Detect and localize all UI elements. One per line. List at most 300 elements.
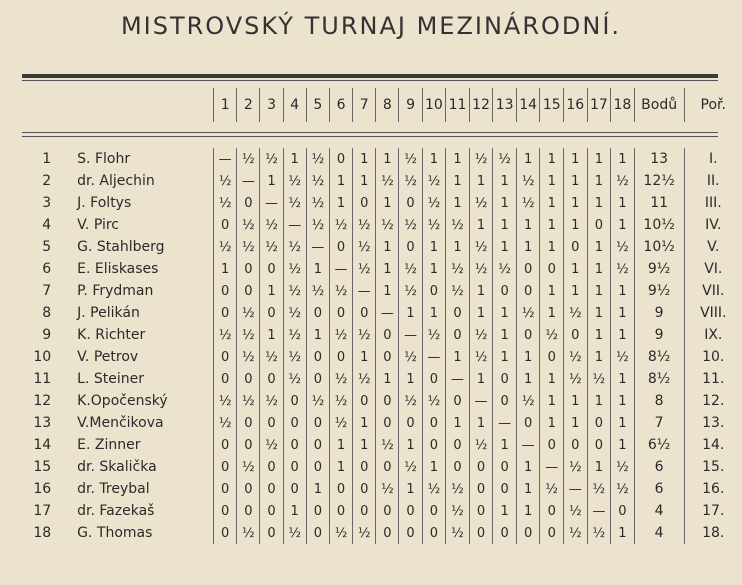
result-cell: 0 xyxy=(237,434,260,456)
result-cell: 1 xyxy=(260,324,283,346)
rank-cell: 5 xyxy=(42,239,52,255)
place-cell: 16. xyxy=(702,481,725,497)
result-cell: 0 xyxy=(493,478,517,500)
result-cell: ½ xyxy=(469,236,493,258)
result-cell: — xyxy=(516,434,540,456)
result-cell: 0 xyxy=(422,412,446,434)
result-cell: ½ xyxy=(516,302,540,324)
result-cell: ½ xyxy=(353,236,376,258)
result-cell: 0 xyxy=(516,522,540,544)
col-header: 15 xyxy=(540,88,564,122)
result-cell: 0 xyxy=(353,456,376,478)
result-cell: 1 xyxy=(587,280,611,302)
result-cell: ½ xyxy=(260,346,283,368)
result-cell: — xyxy=(306,236,329,258)
player-name: J. Pelikán xyxy=(77,305,140,321)
result-cell: 0 xyxy=(564,434,588,456)
result-cell: ½ xyxy=(587,522,611,544)
result-cell: 0 xyxy=(399,500,422,522)
place-cell: IX. xyxy=(704,327,723,343)
result-cell: 1 xyxy=(587,346,611,368)
result-cell: 1 xyxy=(376,280,399,302)
result-cell: — xyxy=(283,214,306,236)
rank-cell: 10 xyxy=(33,349,52,365)
player-name: P. Frydman xyxy=(77,283,154,299)
table-row xyxy=(24,390,742,412)
result-cell: — xyxy=(469,390,493,412)
result-cell: ½ xyxy=(353,214,376,236)
result-cell: ½ xyxy=(516,192,540,214)
col-header: 4 xyxy=(283,88,306,122)
place-cell: 15. xyxy=(702,459,725,475)
result-cell: 0 xyxy=(260,368,283,390)
result-cell: ½ xyxy=(306,148,329,170)
table-row xyxy=(24,500,742,522)
result-cell: 1 xyxy=(540,368,564,390)
result-cell: 1 xyxy=(376,258,399,280)
result-cell: — xyxy=(540,456,564,478)
result-cell: 0 xyxy=(237,412,260,434)
result-cell: ½ xyxy=(353,324,376,346)
player-name: V. Petrov xyxy=(77,349,139,365)
result-cell: ½ xyxy=(329,280,352,302)
result-cell: — xyxy=(237,170,260,192)
crosstable-body xyxy=(24,122,742,544)
result-cell: ½ xyxy=(329,368,352,390)
player-name: V. Pirc xyxy=(77,217,119,233)
result-cell: 1 xyxy=(516,236,540,258)
result-cell: ½ xyxy=(306,280,329,302)
col-header: 10 xyxy=(422,88,446,122)
table-row xyxy=(24,280,742,302)
result-cell: 0 xyxy=(422,434,446,456)
result-cell: ½ xyxy=(469,148,493,170)
result-cell: ½ xyxy=(564,522,588,544)
result-cell: — xyxy=(329,258,352,280)
result-cell: 1 xyxy=(587,236,611,258)
result-cell: 1 xyxy=(422,258,446,280)
result-cell: 1 xyxy=(399,302,422,324)
place-cell: IV. xyxy=(705,217,722,233)
result-cell: — xyxy=(422,346,446,368)
result-cell: 1 xyxy=(446,148,470,170)
result-cell: 0 xyxy=(237,192,260,214)
result-cell: 0 xyxy=(329,148,352,170)
result-cell: — xyxy=(214,148,237,170)
result-cell: 0 xyxy=(237,500,260,522)
result-cell: 1 xyxy=(516,368,540,390)
result-cell: ½ xyxy=(260,236,283,258)
result-cell: 1 xyxy=(540,236,564,258)
rank-cell: 1 xyxy=(42,151,52,167)
result-cell: ½ xyxy=(564,368,588,390)
result-cell: ½ xyxy=(237,148,260,170)
points-cell: 10½ xyxy=(634,214,684,236)
result-cell: 1 xyxy=(611,368,635,390)
result-cell: ½ xyxy=(353,368,376,390)
result-cell: ½ xyxy=(516,170,540,192)
table-row xyxy=(24,214,742,236)
rank-cell: 9 xyxy=(42,327,52,343)
header-row xyxy=(24,88,742,122)
points-cell: 9½ xyxy=(634,280,684,302)
table-row xyxy=(24,478,742,500)
result-cell: ½ xyxy=(611,456,635,478)
table-row xyxy=(24,148,742,170)
result-cell: 1 xyxy=(516,478,540,500)
result-cell: ½ xyxy=(306,390,329,412)
table-row xyxy=(24,522,742,544)
result-cell: — xyxy=(493,412,517,434)
result-cell: ½ xyxy=(446,522,470,544)
result-cell: ½ xyxy=(237,522,260,544)
player-name: dr. Fazekaš xyxy=(77,503,155,519)
result-cell: 1 xyxy=(422,302,446,324)
spacer-row xyxy=(24,122,742,148)
result-cell: 0 xyxy=(214,478,237,500)
result-cell: 0 xyxy=(214,368,237,390)
result-cell: 0 xyxy=(237,368,260,390)
result-cell: 1 xyxy=(516,346,540,368)
place-cell: VI. xyxy=(704,261,723,277)
result-cell: ½ xyxy=(214,412,237,434)
result-cell: — xyxy=(587,500,611,522)
result-cell: 1 xyxy=(540,170,564,192)
result-cell: 1 xyxy=(376,368,399,390)
result-cell: 0 xyxy=(422,500,446,522)
table-row xyxy=(24,368,742,390)
result-cell: ½ xyxy=(564,500,588,522)
result-cell: 0 xyxy=(260,412,283,434)
result-cell: ½ xyxy=(237,346,260,368)
result-cell: 0 xyxy=(214,214,237,236)
rank-cell: 4 xyxy=(42,217,52,233)
result-cell: 0 xyxy=(376,346,399,368)
rank-cell: 7 xyxy=(42,283,52,299)
result-cell: 1 xyxy=(422,236,446,258)
result-cell: ½ xyxy=(493,258,517,280)
result-cell: — xyxy=(260,192,283,214)
result-cell: 0 xyxy=(283,412,306,434)
result-cell: 0 xyxy=(329,346,352,368)
table-row xyxy=(24,258,742,280)
result-cell: ½ xyxy=(422,324,446,346)
result-cell: ½ xyxy=(493,148,517,170)
rank-cell: 2 xyxy=(42,173,52,189)
result-cell: ½ xyxy=(399,258,422,280)
result-cell: ½ xyxy=(283,302,306,324)
result-cell: 0 xyxy=(611,500,635,522)
result-cell: 1 xyxy=(587,148,611,170)
result-cell: 1 xyxy=(353,434,376,456)
result-cell: 0 xyxy=(214,434,237,456)
result-cell: 0 xyxy=(493,522,517,544)
result-cell: ½ xyxy=(611,258,635,280)
result-cell: 1 xyxy=(376,148,399,170)
result-cell: 1 xyxy=(469,412,493,434)
player-name: E. Zinner xyxy=(77,437,141,453)
result-cell: 0 xyxy=(376,324,399,346)
result-cell: 0 xyxy=(516,258,540,280)
place-header: Poř. xyxy=(700,97,726,113)
result-cell: ½ xyxy=(329,214,352,236)
result-cell: ½ xyxy=(399,148,422,170)
result-cell: ½ xyxy=(283,192,306,214)
result-cell: 1 xyxy=(376,192,399,214)
result-cell: 1 xyxy=(446,236,470,258)
result-cell: 0 xyxy=(260,478,283,500)
result-cell: ½ xyxy=(422,192,446,214)
result-cell: ½ xyxy=(469,258,493,280)
points-cell: 11 xyxy=(634,192,684,214)
result-cell: 1 xyxy=(469,214,493,236)
result-cell: ½ xyxy=(283,280,306,302)
result-cell: 1 xyxy=(329,170,352,192)
result-cell: 1 xyxy=(493,434,517,456)
col-header: 14 xyxy=(516,88,540,122)
result-cell: 1 xyxy=(399,478,422,500)
player-name: J. Foltys xyxy=(77,195,132,211)
result-cell: 0 xyxy=(516,324,540,346)
result-cell: 1 xyxy=(446,412,470,434)
result-cell: 0 xyxy=(469,456,493,478)
result-cell: 0 xyxy=(237,478,260,500)
result-cell: 1 xyxy=(260,170,283,192)
result-cell: 1 xyxy=(587,456,611,478)
result-cell: 1 xyxy=(611,192,635,214)
result-cell: — xyxy=(399,324,422,346)
result-cell: 1 xyxy=(283,500,306,522)
page-title: MISTROVSKÝ TURNAJ MEZINÁRODNÍ. xyxy=(120,12,622,40)
result-cell: 0 xyxy=(446,324,470,346)
table-row xyxy=(24,346,742,368)
result-cell: 0 xyxy=(493,390,517,412)
result-cell: ½ xyxy=(283,170,306,192)
player-name: dr. Aljechin xyxy=(77,173,155,189)
result-cell: 0 xyxy=(540,346,564,368)
result-cell: 0 xyxy=(422,280,446,302)
result-cell: 1 xyxy=(469,170,493,192)
table-row xyxy=(24,170,742,192)
col-header: 1 xyxy=(214,88,237,122)
result-cell: 1 xyxy=(493,500,517,522)
result-cell: 0 xyxy=(399,522,422,544)
result-cell: ½ xyxy=(329,390,352,412)
result-cell: 0 xyxy=(446,434,470,456)
result-cell: ½ xyxy=(469,192,493,214)
result-cell: 0 xyxy=(306,346,329,368)
result-cell: 1 xyxy=(564,280,588,302)
player-name: G. Stahlberg xyxy=(77,239,165,255)
result-cell: ½ xyxy=(399,214,422,236)
result-cell: 0 xyxy=(516,412,540,434)
result-cell: ½ xyxy=(260,434,283,456)
result-cell: 0 xyxy=(353,302,376,324)
result-cell: ½ xyxy=(446,258,470,280)
points-cell: 8 xyxy=(634,390,684,412)
result-cell: ½ xyxy=(399,170,422,192)
result-cell: ½ xyxy=(306,214,329,236)
result-cell: 1 xyxy=(493,170,517,192)
result-cell: 0 xyxy=(376,456,399,478)
player-name: G. Thomas xyxy=(77,525,153,541)
result-cell: 1 xyxy=(587,170,611,192)
result-cell: 1 xyxy=(446,192,470,214)
result-cell: 1 xyxy=(399,434,422,456)
result-cell: 1 xyxy=(329,434,352,456)
rank-cell: 6 xyxy=(42,261,52,277)
result-cell: 1 xyxy=(516,148,540,170)
table-row xyxy=(24,456,742,478)
points-cell: 8½ xyxy=(634,368,684,390)
result-cell: ½ xyxy=(237,390,260,412)
points-cell: 6½ xyxy=(634,434,684,456)
result-cell: ½ xyxy=(283,522,306,544)
result-cell: 1 xyxy=(564,192,588,214)
result-cell: 1 xyxy=(564,390,588,412)
result-cell: 0 xyxy=(214,346,237,368)
result-cell: ½ xyxy=(237,236,260,258)
result-cell: 0 xyxy=(516,280,540,302)
place-cell: VII. xyxy=(702,283,725,299)
result-cell: 1 xyxy=(353,170,376,192)
place-cell: 11. xyxy=(702,371,725,387)
result-cell: 1 xyxy=(564,214,588,236)
col-header: 11 xyxy=(446,88,470,122)
result-cell: 0 xyxy=(214,280,237,302)
result-cell: ½ xyxy=(564,302,588,324)
result-cell: 1 xyxy=(469,302,493,324)
result-cell: ½ xyxy=(540,324,564,346)
result-cell: 0 xyxy=(376,390,399,412)
result-cell: ½ xyxy=(611,346,635,368)
result-cell: 0 xyxy=(306,412,329,434)
result-cell: 1 xyxy=(611,324,635,346)
result-cell: 1 xyxy=(353,148,376,170)
rank-cell: 13 xyxy=(33,415,52,431)
result-cell: ½ xyxy=(376,214,399,236)
result-cell: 0 xyxy=(587,214,611,236)
player-name: dr. Treybal xyxy=(77,481,150,497)
points-cell: 7 xyxy=(634,412,684,434)
result-cell: 1 xyxy=(611,214,635,236)
result-cell: 1 xyxy=(611,434,635,456)
place-cell: 10. xyxy=(702,349,725,365)
result-cell: 0 xyxy=(329,478,352,500)
result-cell: ½ xyxy=(422,214,446,236)
result-cell: ½ xyxy=(611,236,635,258)
col-header: 12 xyxy=(469,88,493,122)
result-cell: ½ xyxy=(611,478,635,500)
place-cell: 13. xyxy=(702,415,725,431)
result-cell: 1 xyxy=(611,148,635,170)
table-row xyxy=(24,192,742,214)
player-name: K.Opočenský xyxy=(77,393,168,409)
result-cell: ½ xyxy=(260,148,283,170)
result-cell: ½ xyxy=(260,214,283,236)
rank-cell: 18 xyxy=(33,525,52,541)
result-cell: ½ xyxy=(237,456,260,478)
result-cell: ½ xyxy=(564,456,588,478)
rank-cell: 16 xyxy=(33,481,52,497)
result-cell: 1 xyxy=(611,390,635,412)
result-cell: 1 xyxy=(422,456,446,478)
result-cell: ½ xyxy=(353,522,376,544)
col-header: 6 xyxy=(329,88,352,122)
result-cell: — xyxy=(353,280,376,302)
result-cell: 0 xyxy=(399,192,422,214)
place-cell: I. xyxy=(708,151,718,167)
result-cell: ½ xyxy=(469,346,493,368)
result-cell: 0 xyxy=(283,478,306,500)
result-cell: 0 xyxy=(214,522,237,544)
result-cell: ½ xyxy=(587,368,611,390)
result-cell: 0 xyxy=(469,500,493,522)
result-cell: ½ xyxy=(587,478,611,500)
points-cell: 4 xyxy=(634,522,684,544)
col-header: 18 xyxy=(611,88,635,122)
result-cell: ½ xyxy=(283,236,306,258)
result-cell: 0 xyxy=(353,192,376,214)
table-row xyxy=(24,236,742,258)
rank-cell: 17 xyxy=(33,503,52,519)
result-cell: 1 xyxy=(540,192,564,214)
result-cell: 0 xyxy=(587,434,611,456)
result-cell: 1 xyxy=(516,456,540,478)
result-cell: ½ xyxy=(214,192,237,214)
result-cell: 0 xyxy=(283,390,306,412)
result-cell: 1 xyxy=(493,214,517,236)
result-cell: — xyxy=(446,368,470,390)
result-cell: 0 xyxy=(329,302,352,324)
result-cell: 1 xyxy=(516,214,540,236)
result-cell: 0 xyxy=(446,456,470,478)
result-cell: ½ xyxy=(214,170,237,192)
result-cell: ½ xyxy=(469,434,493,456)
place-cell: VIII. xyxy=(700,305,727,321)
result-cell: ½ xyxy=(564,346,588,368)
col-header: 13 xyxy=(493,88,517,122)
result-cell: 1 xyxy=(587,258,611,280)
result-cell: 1 xyxy=(469,280,493,302)
table-row xyxy=(24,412,742,434)
place-cell: 12. xyxy=(702,393,725,409)
player-name: K. Richter xyxy=(77,327,146,343)
result-cell: 0 xyxy=(540,434,564,456)
player-name: V.Menčikova xyxy=(77,415,164,431)
result-cell: 0 xyxy=(306,302,329,324)
rank-cell: 11 xyxy=(33,371,52,387)
result-cell: ½ xyxy=(422,390,446,412)
result-cell: 1 xyxy=(493,346,517,368)
result-cell: ½ xyxy=(237,302,260,324)
result-cell: 0 xyxy=(564,324,588,346)
result-cell: 0 xyxy=(237,258,260,280)
result-cell: 1 xyxy=(587,390,611,412)
result-cell: ½ xyxy=(283,368,306,390)
result-cell: 0 xyxy=(329,500,352,522)
result-cell: ½ xyxy=(399,346,422,368)
result-cell: ½ xyxy=(399,456,422,478)
result-cell: 0 xyxy=(283,456,306,478)
result-cell: 0 xyxy=(469,478,493,500)
result-cell: 0 xyxy=(399,412,422,434)
result-cell: 0 xyxy=(306,434,329,456)
result-cell: 0 xyxy=(260,302,283,324)
result-cell: ½ xyxy=(611,170,635,192)
col-header: 17 xyxy=(587,88,611,122)
result-cell: 0 xyxy=(422,522,446,544)
